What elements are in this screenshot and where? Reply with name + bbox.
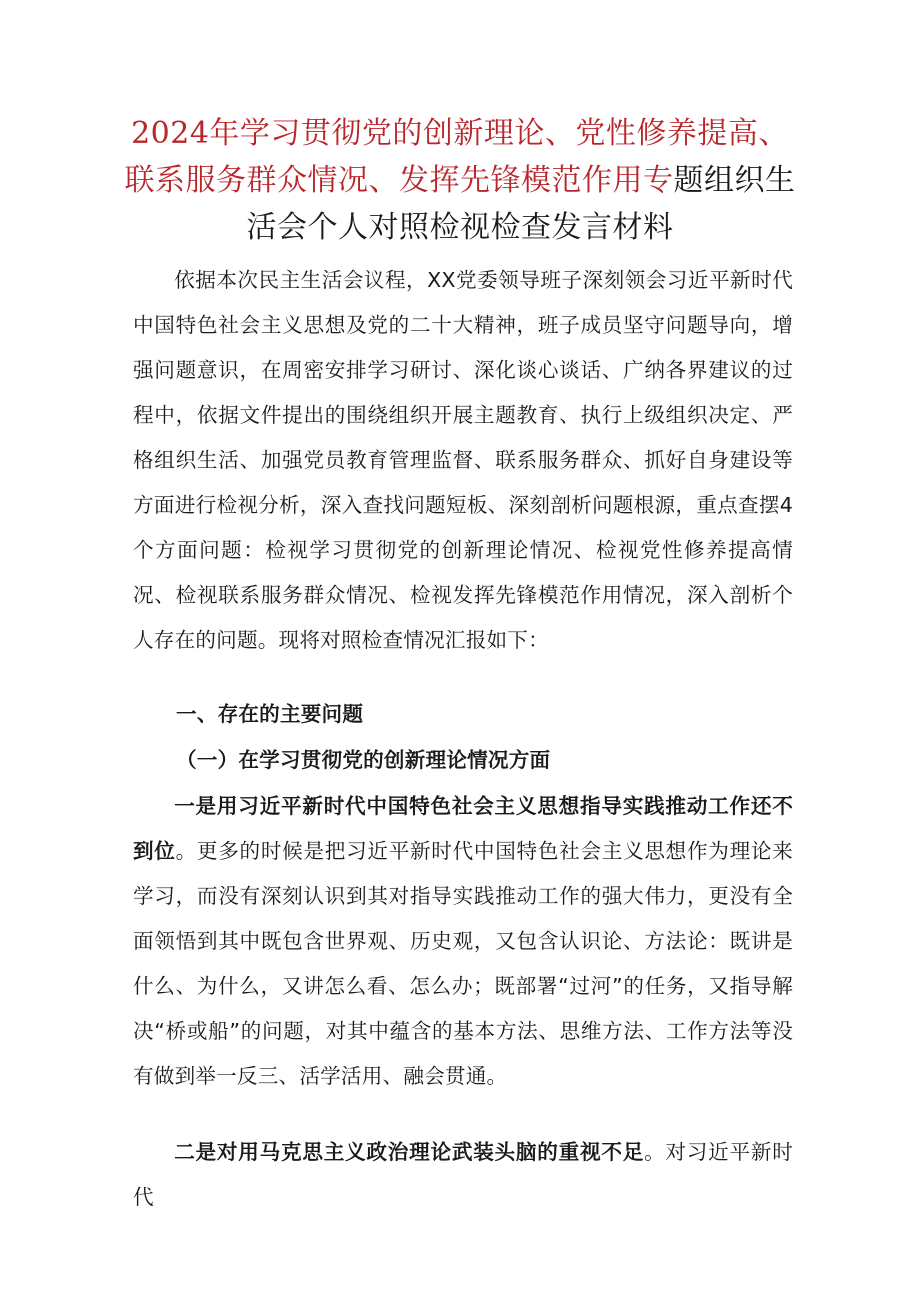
paragraph-point-one bbox=[133, 784, 793, 1099]
title-red-part: 2024年学习贯彻党的创新理论、党性修养提高、联系服务群众情况、发挥先锋模范作用专 bbox=[124, 116, 789, 198]
point-two-lead: 二是对用马克思主义政治理论武装头脑的重视不足 bbox=[174, 1140, 645, 1164]
point-two-body: 。对习近平新时代 bbox=[133, 1140, 793, 1209]
document-title bbox=[120, 110, 800, 251]
intro-paragraph: 依据本次民主生活会议程，XX党委领导班子深刻领会习近平新时代中国特色社会主义思想及党的二十大精神，班子成员坚守问题导向，增强问题意识，在周密安排学习研讨、深化谈心谈话、广纳各界建议的过程中，依据文件提出的围绕组织开展主题教育、执行上级组织决定、严格组织生活、加强党员教育管理监督、联系服务群众、抓好自身建设等方面进行检视分析，深入查找问题短板、深刻剖析问题根源，重点查摆4个方面问题：检视学习贯彻党的创新理论情况、检视党性修养提高情况、检视联系服务群众情况、检视发挥先锋模范作用情况，深入剖析个人存在的问题。现将对照检查情况汇报如下： bbox=[133, 268, 793, 652]
title-black-part: 题组织生活会个人对照检视检查发言材料 bbox=[246, 163, 796, 245]
point-one-body: 。更多的时候是把习近平新时代中国特色社会主义思想作为理论来学习，而没有深刻认识到其对指导实践推动工作的强大伟力，更没有全面领悟到其中既包含世界观、历史观，又包含认识论、方法论：既讲是什么、为什么，又讲怎么看、怎么办；既部署“过河”的任务，又指导解决“桥或船”的问题，对其中蕴含的基本方法、思维方法、工作方法等没有做到举一反三、活学活用、融会贯通。 bbox=[133, 839, 794, 1088]
point-one-lead: 一是用习近平新时代中国特色社会主义思想指导实践推动工作还不到位 bbox=[133, 794, 793, 863]
subsection-heading: （一）在学习贯彻党的创新理论情况方面 bbox=[176, 748, 551, 772]
section-heading: 一、存在的主要问题 bbox=[176, 702, 364, 726]
paragraph-point-two bbox=[133, 1130, 793, 1220]
